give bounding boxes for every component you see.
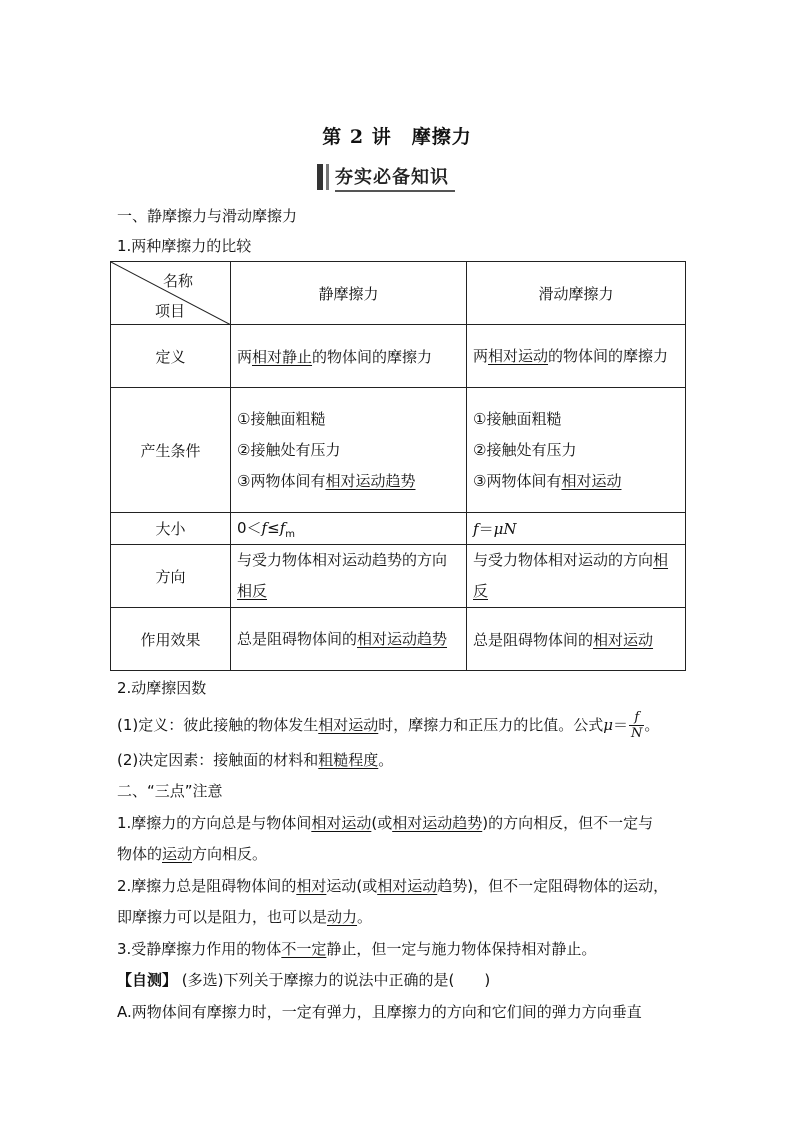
symbol-mu: μ	[603, 716, 614, 734]
table-header-row	[111, 262, 686, 325]
text: 与受力物体相对运动的方向	[473, 551, 654, 569]
text: (或	[371, 814, 393, 832]
section1-subheading: 1.两种摩擦力的比较	[117, 237, 252, 255]
text: 方向相反。	[192, 845, 268, 863]
text: ＝	[613, 716, 629, 734]
effect-static	[231, 608, 467, 671]
selftest-tag: 【自测】	[117, 971, 178, 989]
text: ≤	[267, 519, 280, 537]
kinetic-definition	[117, 710, 659, 741]
fraction-denominator: N	[631, 726, 643, 741]
table-row-direction	[111, 545, 686, 608]
condition-item	[237, 466, 460, 497]
underlined-term: 相对静止	[252, 347, 313, 366]
underlined-term: 相对运动	[561, 471, 622, 490]
text: (1)定义：彼此接触的物体发生	[117, 716, 319, 734]
table-row-effect	[111, 608, 686, 671]
text: 1.摩擦力的方向总是与物体间	[117, 814, 312, 832]
selftest-question	[117, 970, 490, 990]
condition-item: ②接触处有压力	[473, 440, 577, 459]
underlined-term: 相对运动	[318, 716, 379, 734]
underlined-term: 相对	[296, 877, 327, 895]
corner-bottom-label: 项目	[155, 302, 186, 320]
section1-heading: 一、静摩擦力与滑动摩擦力	[117, 207, 298, 225]
row-label-magnitude: 大小	[111, 513, 231, 545]
underlined-term: 相对运动趋势	[325, 471, 416, 490]
text: 总是阻碍物体间的	[237, 629, 358, 648]
underlined-term: 相对运动	[593, 630, 654, 649]
underlined-term: 不一定	[281, 940, 327, 958]
underlined-term: 相对运动趋势	[357, 629, 448, 648]
text: 总是阻碍物体间的	[473, 630, 594, 649]
corner-top-label: 名称	[163, 272, 194, 290]
underlined-term: 相对运动	[377, 877, 438, 895]
note-3	[117, 939, 596, 959]
magnitude-sliding	[467, 513, 686, 545]
text: 。	[644, 716, 660, 734]
question-text: (多选)下列关于摩擦力的说法中正确的是( )	[177, 971, 491, 989]
condition-item: ②接触处有压力	[237, 440, 341, 459]
subscript-m: m	[285, 529, 295, 540]
text: 静止，但一定与施力物体保持相对静止。	[326, 940, 597, 958]
note-2-line-2	[117, 907, 372, 927]
fraction-numerator: f	[629, 710, 644, 726]
friction-comparison-table	[110, 261, 686, 671]
table-corner-cell	[111, 262, 231, 325]
underlined-term: 相反	[237, 582, 268, 600]
underlined-term: 相对运动	[488, 346, 549, 365]
condition-item: ①接触面粗糙	[473, 409, 562, 428]
text: )的方向相反，但不一定与	[482, 814, 654, 832]
row-label-conditions: 产生条件	[111, 388, 231, 513]
condition-item: ①接触面粗糙	[237, 409, 326, 428]
underlined-term: 相对运动趋势	[392, 814, 483, 832]
note-2-line-1	[117, 876, 668, 896]
condition-item	[473, 466, 679, 497]
row-label-definition: 定义	[111, 325, 231, 388]
text: (2)决定因素：接触面的材料和	[117, 751, 319, 769]
section-banner	[317, 163, 455, 191]
selftest-option-a: A.两物体间有摩擦力时，一定有弹力，且摩擦力的方向和它们间的弹力方向垂直	[117, 1003, 642, 1021]
symbol-f: f	[261, 519, 268, 537]
underlined-term: 粗糙程度	[318, 751, 379, 769]
underlined-term: 相对运动	[311, 814, 372, 832]
effect-sliding	[467, 608, 686, 671]
col-header-sliding: 滑动摩擦力	[467, 262, 686, 325]
text: 两	[237, 347, 253, 366]
text: ＝	[478, 520, 494, 538]
text: 与受力物体相对运动趋势的方向	[237, 551, 448, 569]
text: 。	[378, 751, 394, 769]
text: 两	[473, 346, 489, 365]
text: 的物体间的摩擦力	[548, 346, 669, 365]
table-row-magnitude	[111, 513, 686, 545]
banner-text: 夯实必备知识	[335, 163, 455, 192]
underlined-term: 运动	[162, 845, 193, 863]
note-1-line-2	[117, 844, 267, 864]
symbol-f: f	[279, 519, 286, 537]
symbol-mu-n: μN	[493, 520, 517, 538]
kinetic-heading: 2.动摩擦因数	[117, 679, 207, 697]
text: 的物体间的摩擦力	[312, 347, 433, 366]
conditions-sliding	[467, 388, 686, 513]
direction-static	[231, 545, 467, 608]
underlined-term: 相反	[473, 551, 669, 600]
text: ③两物体间有	[473, 471, 562, 490]
text: ③两物体间有	[237, 471, 326, 490]
banner-bar-icon	[317, 164, 323, 190]
direction-sliding	[467, 545, 686, 608]
underlined-term: 动力	[327, 908, 358, 926]
section2-heading: 二、“三点”注意	[117, 782, 223, 800]
banner-bar-icon-thin	[326, 164, 329, 190]
table-row-conditions	[111, 388, 686, 513]
note-1-line-1	[117, 813, 653, 833]
text: 运动(或	[326, 877, 378, 895]
row-label-effect: 作用效果	[111, 608, 231, 671]
text: 3.受静摩擦力作用的物体	[117, 940, 282, 958]
kinetic-factor	[117, 750, 393, 770]
table-row-definition	[111, 325, 686, 388]
text: 趋势)，但不一定阻碍物体的运动，	[437, 877, 669, 895]
definition-sliding	[467, 325, 686, 388]
text: 即摩擦力可以是阻力，也可以是	[117, 908, 328, 926]
magnitude-static	[231, 513, 467, 545]
text: 物体的	[117, 845, 163, 863]
row-label-direction: 方向	[111, 545, 231, 608]
text: 。	[357, 908, 373, 926]
text: 时，摩擦力和正压力的比值。公式	[378, 716, 604, 734]
text: 0＜	[237, 519, 262, 537]
definition-static	[231, 325, 467, 388]
conditions-static	[231, 388, 467, 513]
text: 2.摩擦力总是阻碍物体间的	[117, 877, 297, 895]
page-title: 第 2 讲 摩擦力	[322, 126, 472, 148]
col-header-static: 静摩擦力	[231, 262, 467, 325]
symbol-f: f	[473, 520, 479, 538]
formula-fraction	[629, 710, 644, 741]
